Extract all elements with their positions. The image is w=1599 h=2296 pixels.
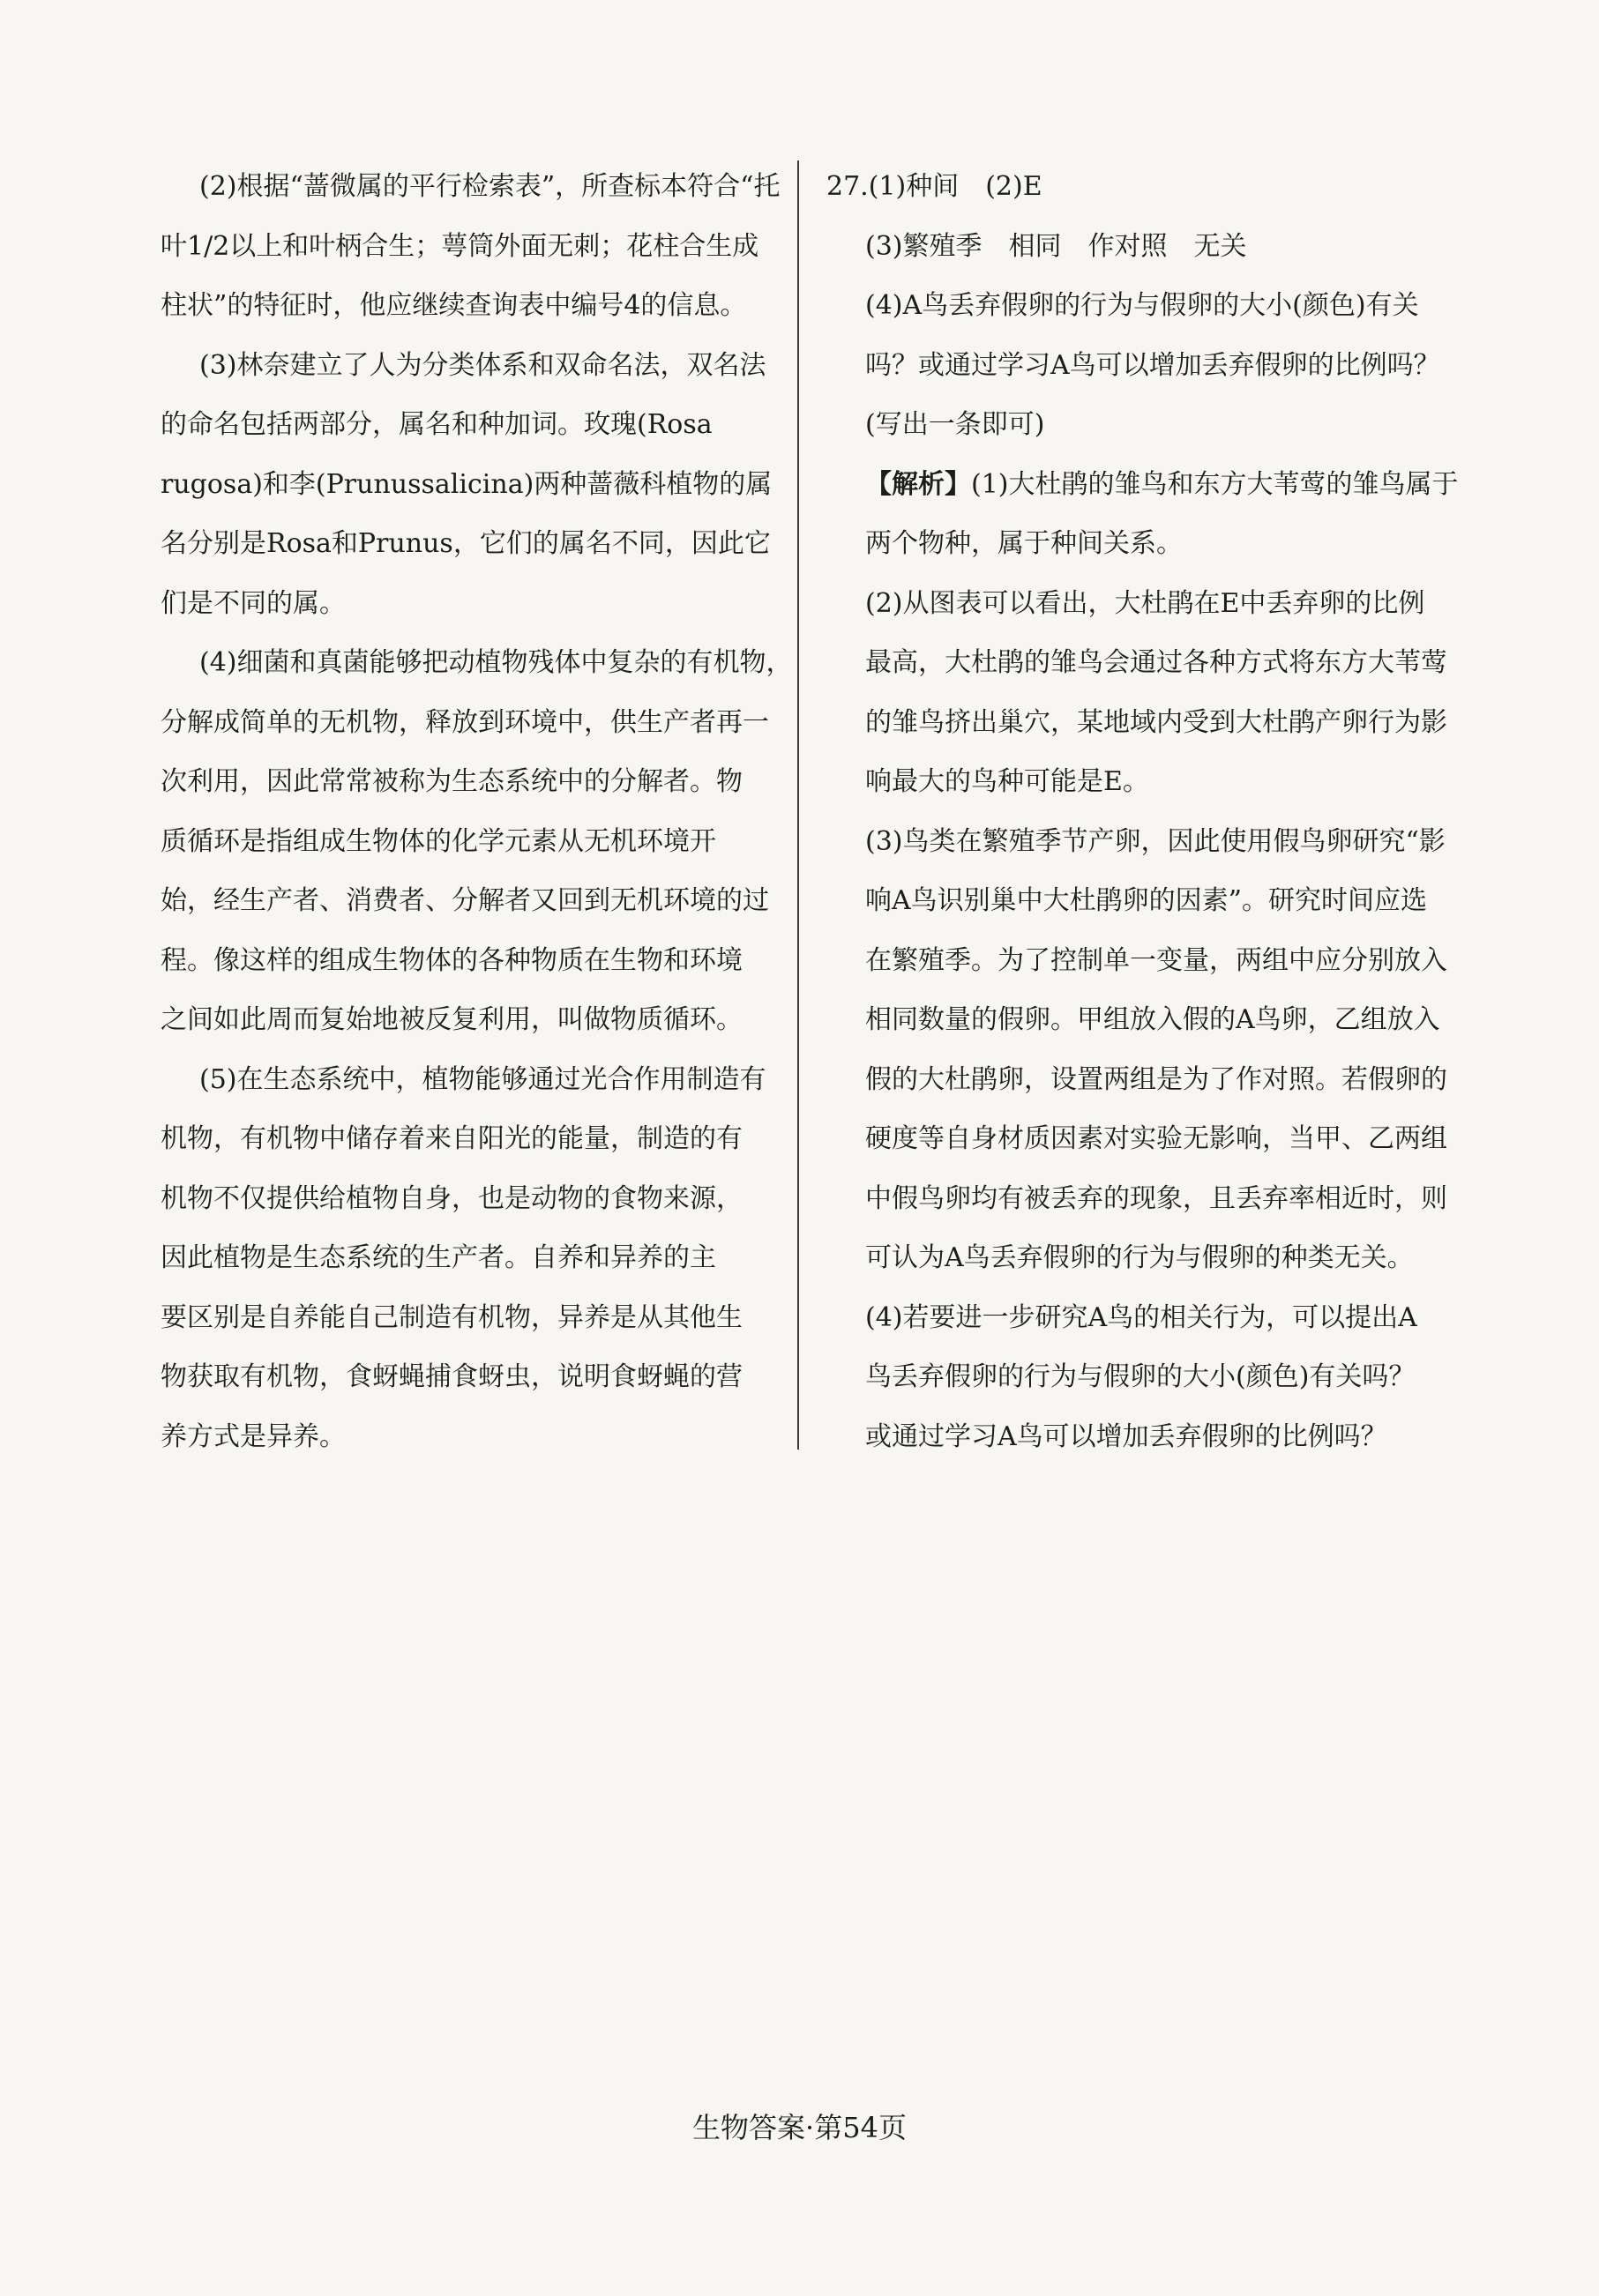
- text-line: 机物不仅提供给植物自身，也是动物的食物来源，: [161, 1182, 743, 1214]
- text-line: 质循环是指组成生物体的化学元素从无机环境开: [161, 825, 716, 857]
- text-line: (3)鸟类在繁殖季节产卵，因此使用假鸟卵研究“影: [865, 825, 1446, 857]
- text-line: 分解成简单的无机物，释放到环境中，供生产者再一: [161, 706, 769, 738]
- text-line: (4)细菌和真菌能够把动植物残体中复杂的有机物，: [199, 647, 793, 678]
- text-line: 们是不同的属。: [161, 587, 346, 619]
- text-line: 叶1/2以上和叶柄合生；萼筒外面无刺；花柱合生成: [161, 230, 759, 262]
- text-line: 要区别是自养能自己制造有机物，异养是从其他生: [161, 1301, 743, 1333]
- text-line: 响A鸟识别巢中大杜鹃卵的因素”。研究时间应选: [865, 885, 1428, 916]
- text-line: 柱状”的特征时，他应继续查询表中编号4的信息。: [161, 290, 747, 321]
- text-line: 假的大杜鹃卵，设置两组是为了作对照。若假卵的: [865, 1063, 1447, 1095]
- answer-paragraph-5: [161, 1050, 769, 1467]
- text-line: 养方式是异养。: [161, 1420, 346, 1452]
- text-line: 吗？或通过学习A鸟可以增加丢弃假卵的比例吗？: [865, 349, 1440, 381]
- text-line: 因此植物是生态系统的生产者。自养和异养的主: [161, 1242, 716, 1273]
- text-line: 硬度等自身材质因素对实验无影响，当甲、乙两组: [865, 1123, 1447, 1154]
- answer-paragraph-3: [161, 336, 773, 634]
- q27-head: 27.(1)种间 (2)E: [826, 171, 1042, 202]
- text-line: 次利用，因此常常被称为生态系统中的分解者。物: [161, 766, 743, 797]
- analysis-paragraph-1: [826, 455, 1483, 574]
- text-line: 响最大的鸟种可能是E。: [865, 766, 1149, 797]
- text-line: (2)根据“蔷微属的平行检索表”，所查标本符合“托: [199, 171, 781, 202]
- text-line: 之间如此周而复始地被反复利用，叫做物质循环。: [161, 1004, 743, 1035]
- analysis-paragraph-2: [826, 574, 1483, 812]
- text-line: (3)林奈建立了人为分类体系和双命名法，双名法: [199, 349, 766, 381]
- text-line: 名分别是Rosa和Prunus，它们的属名不同，因此它: [161, 528, 771, 559]
- column-divider: [797, 160, 799, 1450]
- left-column: [161, 157, 793, 1466]
- text-line: 在繁殖季。为了控制单一变量，两组中应分别放入: [865, 944, 1447, 976]
- page-footer: 生物答案·第54页: [692, 2111, 907, 2144]
- text-line: 程。像这样的组成生物体的各种物质在生物和环境: [161, 944, 743, 976]
- analysis-paragraph-3: [826, 812, 1483, 1288]
- text-line: 最高，大杜鹃的雏鸟会通过各种方式将东方大苇莺: [865, 647, 1447, 678]
- text-line: 可认为A鸟丢弃假卵的行为与假卵的种类无关。: [865, 1242, 1414, 1273]
- text-line: 相同数量的假卵。甲组放入假的A鸟卵，乙组放入: [865, 1004, 1440, 1035]
- answer-paragraph-4: [161, 633, 793, 1050]
- text-line: 中假鸟卵均有被丢弃的现象，且丢弃率相近时，则: [865, 1182, 1447, 1214]
- text-segment: (1)大杜鹃的雏鸟和东方大苇莺的雏鸟属于: [971, 468, 1459, 500]
- text-line: 始，经生产者、消费者、分解者又回到无机环境的过: [161, 885, 769, 916]
- analysis-paragraph-4: [826, 1288, 1483, 1467]
- text-line: (4)若要进一步研究A鸟的相关行为，可以提出A: [865, 1301, 1417, 1333]
- text-line: (2)从图表可以看出，大杜鹃在E中丢弃卵的比例: [865, 587, 1425, 619]
- text-line: [826, 455, 1483, 515]
- text-line: 的雏鸟挤出巢穴，某地域内受到大杜鹃产卵行为影: [865, 706, 1447, 738]
- question-27-answers: [826, 157, 1483, 455]
- text-line: 物获取有机物，食蚜蝇捕食蚜虫，说明食蚜蝇的营: [161, 1361, 743, 1392]
- text-line: (5)在生态系统中，植物能够通过光合作用制造有: [199, 1063, 766, 1095]
- text-line: 或通过学习A鸟可以增加丢弃假卵的比例吗？: [865, 1420, 1387, 1452]
- text-line: (写出一条即可): [865, 409, 1045, 440]
- q27-part3: (3)繁殖季 相同 作对照 无关: [865, 230, 1247, 262]
- answer-paragraph-2: [161, 157, 781, 336]
- text-line: (4)A鸟丢弃假卵的行为与假卵的大小(颜色)有关: [865, 290, 1419, 321]
- analysis-tag: 【解析】: [865, 468, 971, 500]
- text-line: rugosa)和李(Prunussalicina)两种蔷薇科植物的属: [161, 468, 773, 500]
- text-line: 机物，有机物中储存着来自阳光的能量，制造的有: [161, 1123, 743, 1154]
- text-line: 鸟丢弃假卵的行为与假卵的大小(颜色)有关吗？: [865, 1361, 1416, 1392]
- text-line: 两个物种，属于种间关系。: [865, 528, 1183, 559]
- right-column: [826, 157, 1483, 1466]
- text-line: 的命名包括两部分，属名和种加词。玫瑰(Rosa: [161, 409, 713, 440]
